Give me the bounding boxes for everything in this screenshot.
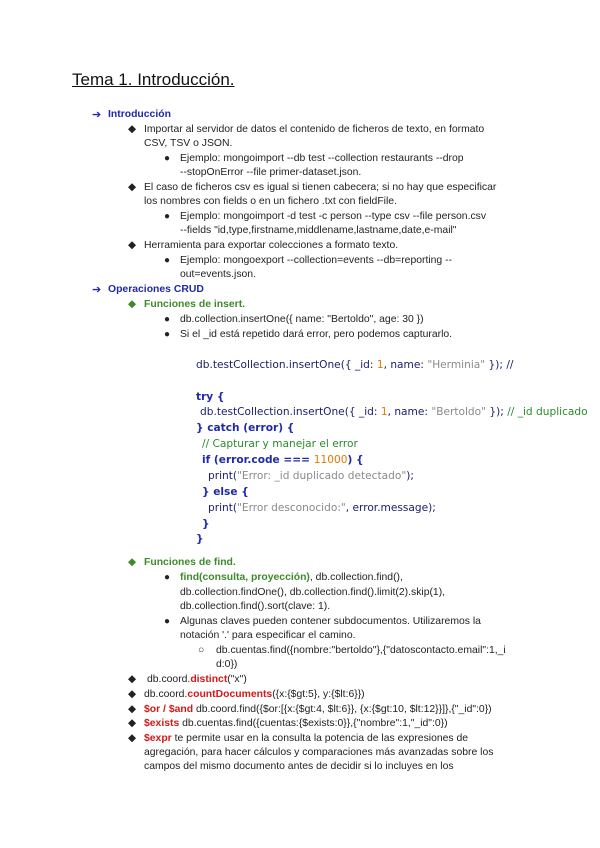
code-line-11: } xyxy=(196,533,204,545)
code-line-4: } catch (error) { xyxy=(196,422,295,434)
distinct-line: db.coord.distinct("x") xyxy=(147,674,247,685)
expr-line1: $expr te permite usar en la consulta la potencia de las expresiones de xyxy=(144,733,469,744)
intro-bullet-2-line2: los nombres con fields o en un fichero .txt con fieldFile. xyxy=(144,196,397,207)
code-line-6: if (error.code === 11000) { xyxy=(202,454,364,466)
diamond-bullet-icon: ◆ xyxy=(128,718,136,729)
diamond-bullet-icon: ◆ xyxy=(128,733,136,744)
diamond-bullet-icon: ◆ xyxy=(128,182,136,193)
expr-line2: agregación, para hacer cálculos y comparaciones más avanzadas sobre los xyxy=(144,747,494,758)
diamond-bullet-icon: ◆ xyxy=(128,124,136,135)
find-bullet-1-line3: db.collection.find().sort(clave: 1). xyxy=(180,601,331,612)
code-line-5: // Capturar y manejar el error xyxy=(202,438,358,450)
intro-sub-3-line2: out=events.json. xyxy=(180,269,256,280)
intro-bullet-2-line1: El caso de ficheros csv es igual si tienen cabecera; si no hay que especificar xyxy=(144,182,497,193)
dot-bullet-icon: ● xyxy=(164,255,171,266)
subheading-insert: Funciones de insert. xyxy=(144,299,246,310)
arrow-icon: ➔ xyxy=(92,109,102,121)
intro-bullet-1-line1: Importar al servidor de datos el contenido de ficheros de texto, en formato xyxy=(144,124,485,135)
code-line-3: db.testCollection.insertOne({ _id: 1, name: "Bertoldo" }); // _id duplicado xyxy=(200,406,588,418)
dot-bullet-icon: ● xyxy=(164,314,171,325)
insert-bullet-1: db.collection.insertOne({ name: "Bertoldo", age: 30 }) xyxy=(180,314,424,325)
find-sub-line2: d:0}) xyxy=(216,659,238,670)
find-bullet-2-line2: notación '.' para especificar el camino. xyxy=(180,630,356,641)
subheading-find: Funciones de find. xyxy=(144,557,236,568)
page-title: Tema 1. Introducción. xyxy=(72,70,235,89)
diamond-bullet-icon: ◆ xyxy=(128,240,136,251)
exists-line: $exists db.cuentas.find({cuentas:{$exists:0}},{"nombre":1,"_id":0}) xyxy=(144,718,448,729)
dot-bullet-icon: ● xyxy=(164,616,171,627)
intro-bullet-3-line1: Herramienta para exportar colecciones a formato texto. xyxy=(144,240,399,251)
section-heading-intro: Introducción xyxy=(108,109,171,120)
diamond-bullet-icon: ◆ xyxy=(128,557,136,568)
count-line: db.coord.countDocuments({x:{$gt:5}, y:{$lt:6}}) xyxy=(144,689,365,700)
intro-bullet-1-line2: CSV, TSV o JSON. xyxy=(144,138,233,149)
dot-bullet-icon: ● xyxy=(164,572,171,583)
intro-sub-1-line1: Ejemplo: mongoimport --db test --collection restaurants --drop xyxy=(180,153,464,164)
diamond-bullet-icon: ◆ xyxy=(128,299,136,310)
code-line-2: try { xyxy=(196,391,225,403)
dot-bullet-icon: ● xyxy=(164,329,171,340)
dot-bullet-icon: ● xyxy=(164,211,171,222)
arrow-icon: ➔ xyxy=(92,284,102,296)
intro-sub-2-line2: --fields "id,type,firstname,middlename,lastname,date,e-mail" xyxy=(180,225,457,236)
intro-sub-2-line1: Ejemplo: mongoimport -d test -c person --type csv --file person.csv xyxy=(180,211,487,222)
code-line-8: } else { xyxy=(202,486,249,498)
circle-bullet-icon: ○ xyxy=(198,645,205,656)
find-bullet-2-line1: Algunas claves pueden contener subdocumentos. Utilizaremos la xyxy=(180,616,481,627)
or-and-line: $or / $and db.coord.find({$or:[{x:{$gt:4, $lt:6}}, {x:{$gt:10, $lt:12}}]},{"_id":0}) xyxy=(144,704,492,715)
expr-line3: campos del mismo documento antes de decidir si lo incluyes en los xyxy=(144,761,454,772)
dot-bullet-icon: ● xyxy=(164,153,171,164)
find-bullet-1-line2: db.collection.findOne(), db.collection.find().limit(2).skip(1), xyxy=(180,587,446,598)
intro-sub-3-line1: Ejemplo: mongoexport --collection=events --db=reporting -- xyxy=(180,255,453,266)
find-bullet-1-line1: find(consulta, proyección), db.collection.find(), xyxy=(180,572,403,583)
diamond-bullet-icon: ◆ xyxy=(128,689,136,700)
insert-bullet-2: Si el _id está repetido dará error, pero podemos capturarlo. xyxy=(180,329,453,340)
section-heading-crud: Operaciones CRUD xyxy=(108,284,204,295)
diamond-bullet-icon: ◆ xyxy=(128,674,136,685)
find-sub-line1: db.cuentas.find({nombre:"bertoldo"},{"datoscontacto.email":1,_i xyxy=(216,645,506,656)
code-line-10: } xyxy=(202,518,210,530)
code-line-7: print("Error: _id duplicado detectado"); xyxy=(208,470,414,482)
code-line-9: print("Error desconocido:", error.message); xyxy=(208,502,436,514)
diamond-bullet-icon: ◆ xyxy=(128,704,136,715)
intro-sub-1-line2: --stopOnError --file primer-dataset.json. xyxy=(180,167,362,178)
code-line-1: db.testCollection.insertOne({ _id: 1, name: "Herminia" }); // xyxy=(196,359,514,371)
